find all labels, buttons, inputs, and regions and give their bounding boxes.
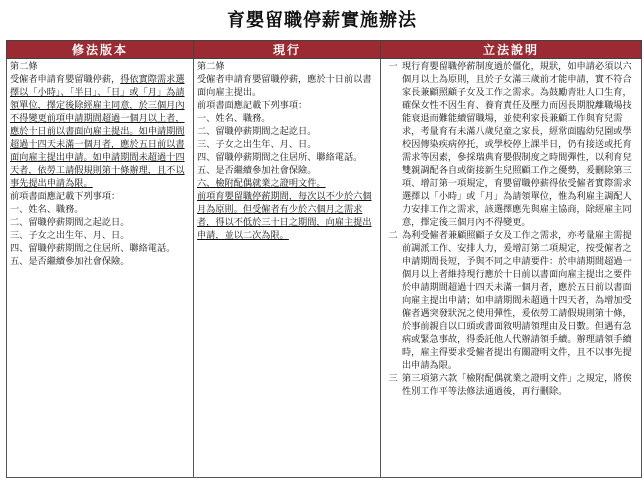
current-p-underline: 前項育嬰留職停薪期間，每次以不少於六個月為原則。但受僱者有少於六個月之需求者，得以不低於三十日之期間，向雇主提出申請，並以二次為限。 — [197, 191, 372, 241]
amended-p1-underline: 得依實際需求選擇以「小時」、「半日」、「日」或「月」為請領單位，擇定後除經雇主同意，於三個月內不得變更前項申請期間超過一個月以上者，應於十日前以書面向雇主提出。如申請期間超過十四天未滿一個月者，應於五日前以書面向雇主提出申請。如申請期間未超過十四天者，依勞工請假規則第十條辦理，且不以事先提出申請為限。 — [10, 74, 185, 189]
amended-line: 一、姓名、職務。 — [10, 204, 84, 215]
current-line: 前項書面應記載下列事項： — [197, 100, 308, 111]
amended-p1-plain: 受僱者申請育嬰留職停薪， — [10, 74, 121, 85]
amended-article: 第二條 — [10, 61, 38, 72]
amended-line: 三、子女之出生年、月、日。 — [10, 230, 130, 241]
current-article: 第二條 — [197, 61, 225, 72]
amended-line: 五、是否繼續參加社會保險。 — [10, 256, 130, 267]
comparison-table — [6, 40, 642, 478]
current-line: 五、是否繼續參加社會保險。 — [197, 165, 317, 176]
amended-line: 二、留職停薪期間之起訖日。 — [10, 217, 130, 228]
current-line-6: 六、檢附配偶就業之證明文件。 — [197, 178, 326, 189]
header-current: 現行 — [194, 41, 381, 59]
explanation-num: 三 — [388, 373, 398, 384]
amended-line: 四、留職停薪期間之住居所、聯絡電話。 — [10, 243, 176, 254]
current-line: 二、留職停薪期間之起訖日。 — [197, 126, 317, 137]
explanation-num: 一 — [388, 61, 398, 72]
explanation-num: 二 — [388, 230, 398, 241]
explanation-item — [384, 60, 638, 229]
explanation-text: 為利受僱者兼顧照顧子女及工作之需求，亦考量雇主需提前調派工作、安排人力，爰增訂第二項規定，按受僱者之申請期間長短，予與不同之申請要件：於申請期間超過一個月以上者維持現行應於十日前以書面向雇主提出之要件於申請期間超過十四天未滿一個月者，應於五日前以書面向雇主提出申請；如申請期間未超過十四天者，為增加受僱者遇突發狀況之使用彈性，爰依勞工請假規則第十條，於事前親自以口頭或書面敘明請領理由及日數。但遇有急病或緊急事故，得委託他人代辦請領手續。辦理請領手續時，雇主得要求受僱者提出有關證明文件，且不以事先提出申請為限。 — [402, 230, 632, 371]
document-title: 育嬰留職停薪實施辦法 — [227, 10, 417, 31]
amended-line: 前項書面應記載下列事項： — [10, 191, 121, 202]
current-line: 三、子女之出生年、月、日。 — [197, 139, 317, 150]
current-line: 一、姓名、職務。 — [197, 113, 271, 124]
amended-cell — [7, 59, 194, 478]
current-cell — [194, 59, 381, 478]
header-explanation: 立法說明 — [381, 41, 642, 59]
explanation-cell — [381, 59, 642, 478]
header-amended: 修法版本 — [7, 41, 194, 59]
current-p1: 受僱者申請育嬰留職停薪，應於十日前以書面向雇主提出。 — [197, 74, 372, 98]
explanation-item — [384, 229, 638, 372]
current-line: 四、留職停薪期間之住居所、聯絡電話。 — [197, 152, 363, 163]
explanation-text: 現行育嬰留職停薪制度過於僵化，規狀，如申請必須以六個月以上為原則，且於子女滿三歲前才能申請，實不符合家長兼顧照顧子女及工作之需求。為鼓勵青壯人口生育，確保女性不因生育、養育責任及壓力而因長期脫離職場技能衰退而難能續留職場，並使利家長兼顧工作與育兒需求，考量育有未滿八歲兒童之家長，經常面臨幼兒園或學校因傳染疾病停托，或學校停上課半日，仍有接送或托育需求等因素，參採瑞典育嬰假制度之時間彈性，以利育兒雙親調配各自或銜接新生兒照顧工作之優勢，爰刪除第三項、增訂第一項規定，育嬰留職停薪得依受僱者實際需求選擇以「小時」或「月」為請領單位，惟為利雇主調配人力安排工作之需求，該選擇應先與雇主協商，除經雇主同意，擇定後三個月內不得變更。 — [402, 61, 632, 228]
explanation-item — [384, 372, 638, 398]
explanation-text: 第三項第六款「檢附配偶就業之證明文件」之規定，將俟性別工作平等法修法通過後，再行刪除。 — [402, 373, 632, 397]
